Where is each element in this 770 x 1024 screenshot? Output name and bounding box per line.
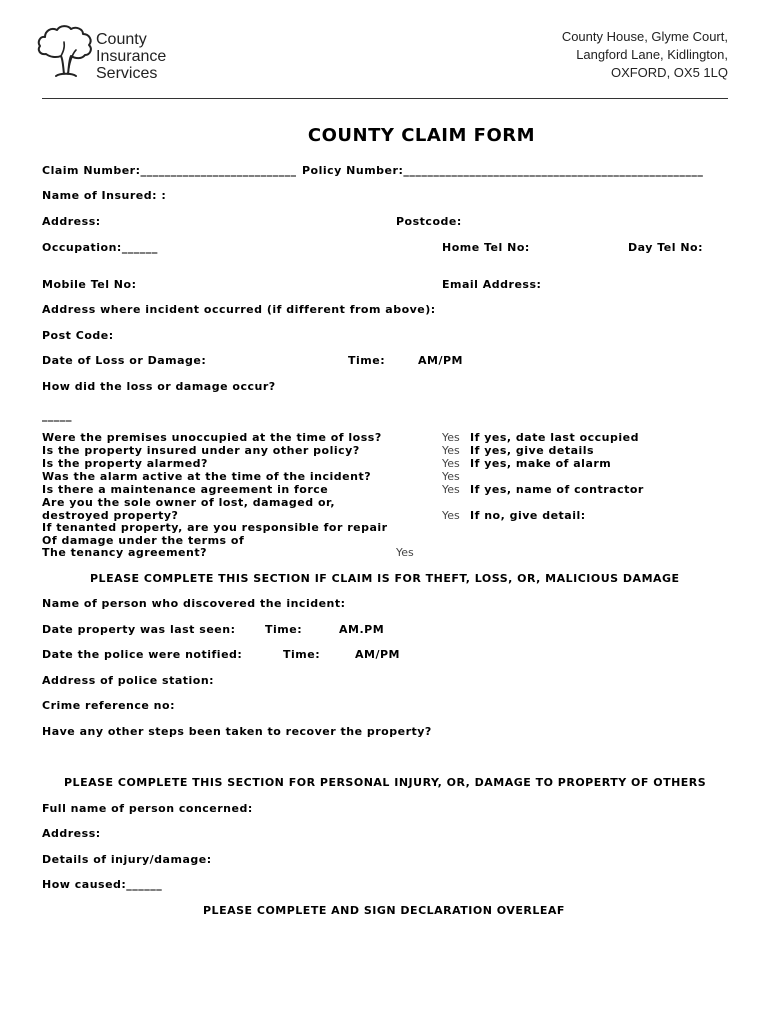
question-tenanted-line-3: The tenancy agreement? [42,546,207,559]
last-seen-time-field[interactable]: Time: [265,623,303,636]
name-of-insured-field[interactable]: Name of Insured: : [42,189,167,202]
tree-logo-icon [36,24,94,80]
police-notified-time-field[interactable]: Time: [283,648,321,661]
police-station-address-field[interactable]: Address of police station: [42,674,215,687]
address-field[interactable]: Address: [42,215,101,228]
yes-option-tenanted[interactable]: Yes [396,546,414,559]
question-unoccupied: Were the premises unoccupied at the time of loss? [42,431,382,444]
logo-wordmark [96,31,166,82]
crime-reference-field[interactable]: Crime reference no: [42,699,175,712]
policy-number-field[interactable]: Policy Number:__________________________________________________ [302,164,704,177]
yes-option-alarmed[interactable]: Yes [442,457,460,470]
how-loss-answer-line[interactable]: _____ [42,409,72,422]
detail-not-sole-owner[interactable]: If no, give detail: [470,509,586,522]
yes-option-alarm-active[interactable]: Yes [442,470,460,483]
injury-section-heading: PLEASE COMPLETE THIS SECTION FOR PERSONAL INJURY, OR, DAMAGE TO PROPERTY OF OTHERS [64,776,707,789]
logo-line-1: County [96,31,147,48]
address-line-3: OXFORD, OX5 1LQ [610,65,728,80]
yes-option-unoccupied[interactable]: Yes [442,431,460,444]
detail-date-last-occupied[interactable]: If yes, date last occupied [470,431,639,444]
detail-alarm-make[interactable]: If yes, make of alarm [470,457,612,470]
home-tel-field[interactable]: Home Tel No: [442,241,530,254]
last-seen-am-pm-label: AM.PM [339,623,385,636]
occupation-field[interactable]: Occupation:______ [42,241,158,254]
question-tenanted-line-2: Of damage under the terms of [42,534,245,547]
question-tenanted-line-1: If tenanted property, are you responsible for repair [42,521,388,534]
question-sole-owner-line-1: Are you the sole owner of lost, damaged or, [42,496,336,509]
address-line-1: County House, Glyme Court, [561,29,728,44]
header-divider [42,98,728,99]
company-address [562,28,728,82]
theft-section-heading: PLEASE COMPLETE THIS SECTION IF CLAIM IS FOR THEFT, LOSS, OR, MALICIOUS DAMAGE [90,572,680,585]
discovered-by-field[interactable]: Name of person who discovered the incident: [42,597,346,610]
person-address-field[interactable]: Address: [42,827,101,840]
question-sole-owner-line-2: destroyed property? [42,509,179,522]
last-seen-date-field[interactable]: Date property was last seen: [42,623,236,636]
question-other-policy: Is the property insured under any other policy? [42,444,360,457]
incident-postcode-field[interactable]: Post Code: [42,329,114,342]
detail-contractor[interactable]: If yes, name of contractor [470,483,644,496]
question-alarmed: Is the property alarmed? [42,457,208,470]
how-loss-occurred-field[interactable]: How did the loss or damage occur? [42,380,276,393]
email-field[interactable]: Email Address: [442,278,542,291]
detail-other-policy[interactable]: If yes, give details [470,444,595,457]
mobile-tel-field[interactable]: Mobile Tel No: [42,278,137,291]
how-caused-field[interactable]: How caused:______ [42,878,163,891]
person-full-name-field[interactable]: Full name of person concerned: [42,802,253,815]
police-notified-am-pm-label: AM/PM [355,648,400,661]
recovery-steps-field[interactable]: Have any other steps been taken to recover the property? [42,725,432,738]
question-maintenance: Is there a maintenance agreement in force [42,483,329,496]
am-pm-label: AM/PM [418,354,463,367]
logo-line-2: Insurance [96,48,167,65]
postcode-field[interactable]: Postcode: [396,215,462,228]
police-notified-date-field[interactable]: Date the police were notified: [42,648,243,661]
question-alarm-active: Was the alarm active at the time of the incident? [42,470,372,483]
claim-number-field[interactable]: Claim Number:__________________________ [42,164,297,177]
yes-option-sole-owner[interactable]: Yes [442,509,460,522]
page-title: COUNTY CLAIM FORM [307,125,536,146]
declaration-notice: PLEASE COMPLETE AND SIGN DECLARATION OVERLEAF [203,904,565,917]
address-line-2: Langford Lane, Kidlington, [576,47,728,62]
logo-line-3: Services [96,65,158,82]
day-tel-field[interactable]: Day Tel No: [628,241,703,254]
time-of-loss-field[interactable]: Time: [348,354,386,367]
injury-details-field[interactable]: Details of injury/damage: [42,853,212,866]
date-of-loss-field[interactable]: Date of Loss or Damage: [42,354,207,367]
yes-option-maintenance[interactable]: Yes [442,483,460,496]
incident-address-field[interactable]: Address where incident occurred (if different from above): [42,303,436,316]
yes-option-other-policy[interactable]: Yes [442,444,460,457]
